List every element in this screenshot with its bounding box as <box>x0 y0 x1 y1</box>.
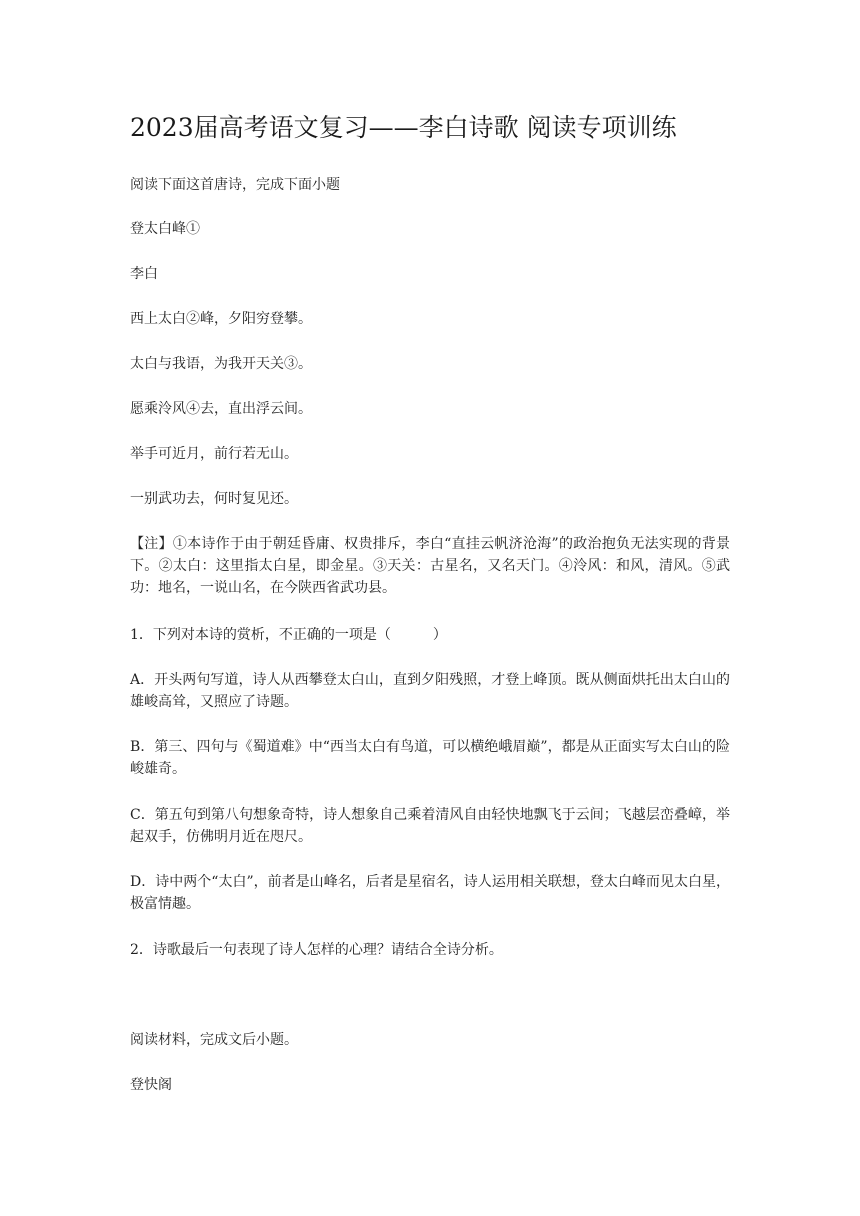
poem-line: 愿乘泠风④去，直出浮云间。 <box>130 401 312 417</box>
question-2: 2．诗歌最后一句表现了诗人怎样的心理？请结合全诗分析。 <box>130 942 503 958</box>
option-b: B．第三、四句与《蜀道难》中“西当太白有鸟道，可以横绝峨眉巅”，都是从正面实写太白山的险峻雄奇。 <box>130 739 730 777</box>
reading-instruction: 阅读下面这首唐诗，完成下面小题 <box>130 177 340 193</box>
reading-instruction-2: 阅读材料，完成文后小题。 <box>130 1032 298 1048</box>
option-d: D．诗中两个“太白”，前者是山峰名，后者是星宿名，诗人运用相关联想，登太白峰而见太白星，极富情趣。 <box>130 874 730 912</box>
option-a: A．开头两句写道，诗人从西攀登太白山，直到夕阳残照，才登上峰顶。既从侧面烘托出太白山的雄峻高耸，又照应了诗题。 <box>130 672 730 710</box>
poem-notes: 【注】①本诗作于由于朝廷昏庸、权贵排斥，李白“直挂云帆济沧海”的政治抱负无法实现的背景下。②太白：这里指太白星，即金星。③天关：古星名，又名天门。④泠风：和风，清风。⑤武功：地名，一说山名，在今陕西省武功县。 <box>130 536 730 596</box>
question-1: 1．下列对本诗的赏析，不正确的一项是（ ） <box>130 627 447 643</box>
poem-title-2: 登快阁 <box>130 1077 172 1093</box>
poem-line: 一别武功去，何时复见还。 <box>130 491 298 507</box>
poem-line: 太白与我语，为我开天关③。 <box>130 356 312 372</box>
poem-line: 举手可近月，前行若无山。 <box>130 446 298 462</box>
document-title: 2023届高考语文复习——李白诗歌 阅读专项训练 <box>130 113 677 142</box>
poem-title: 登太白峰① <box>130 221 200 237</box>
poem-author: 李白 <box>130 266 158 282</box>
option-c: C．第五句到第八句想象奇特，诗人想象自己乘着清风自由轻快地飘飞于云间；飞越层峦叠嶂，举起双手，仿佛明月近在咫尺。 <box>130 807 730 845</box>
poem-line: 西上太白②峰，夕阳穷登攀。 <box>130 311 312 327</box>
